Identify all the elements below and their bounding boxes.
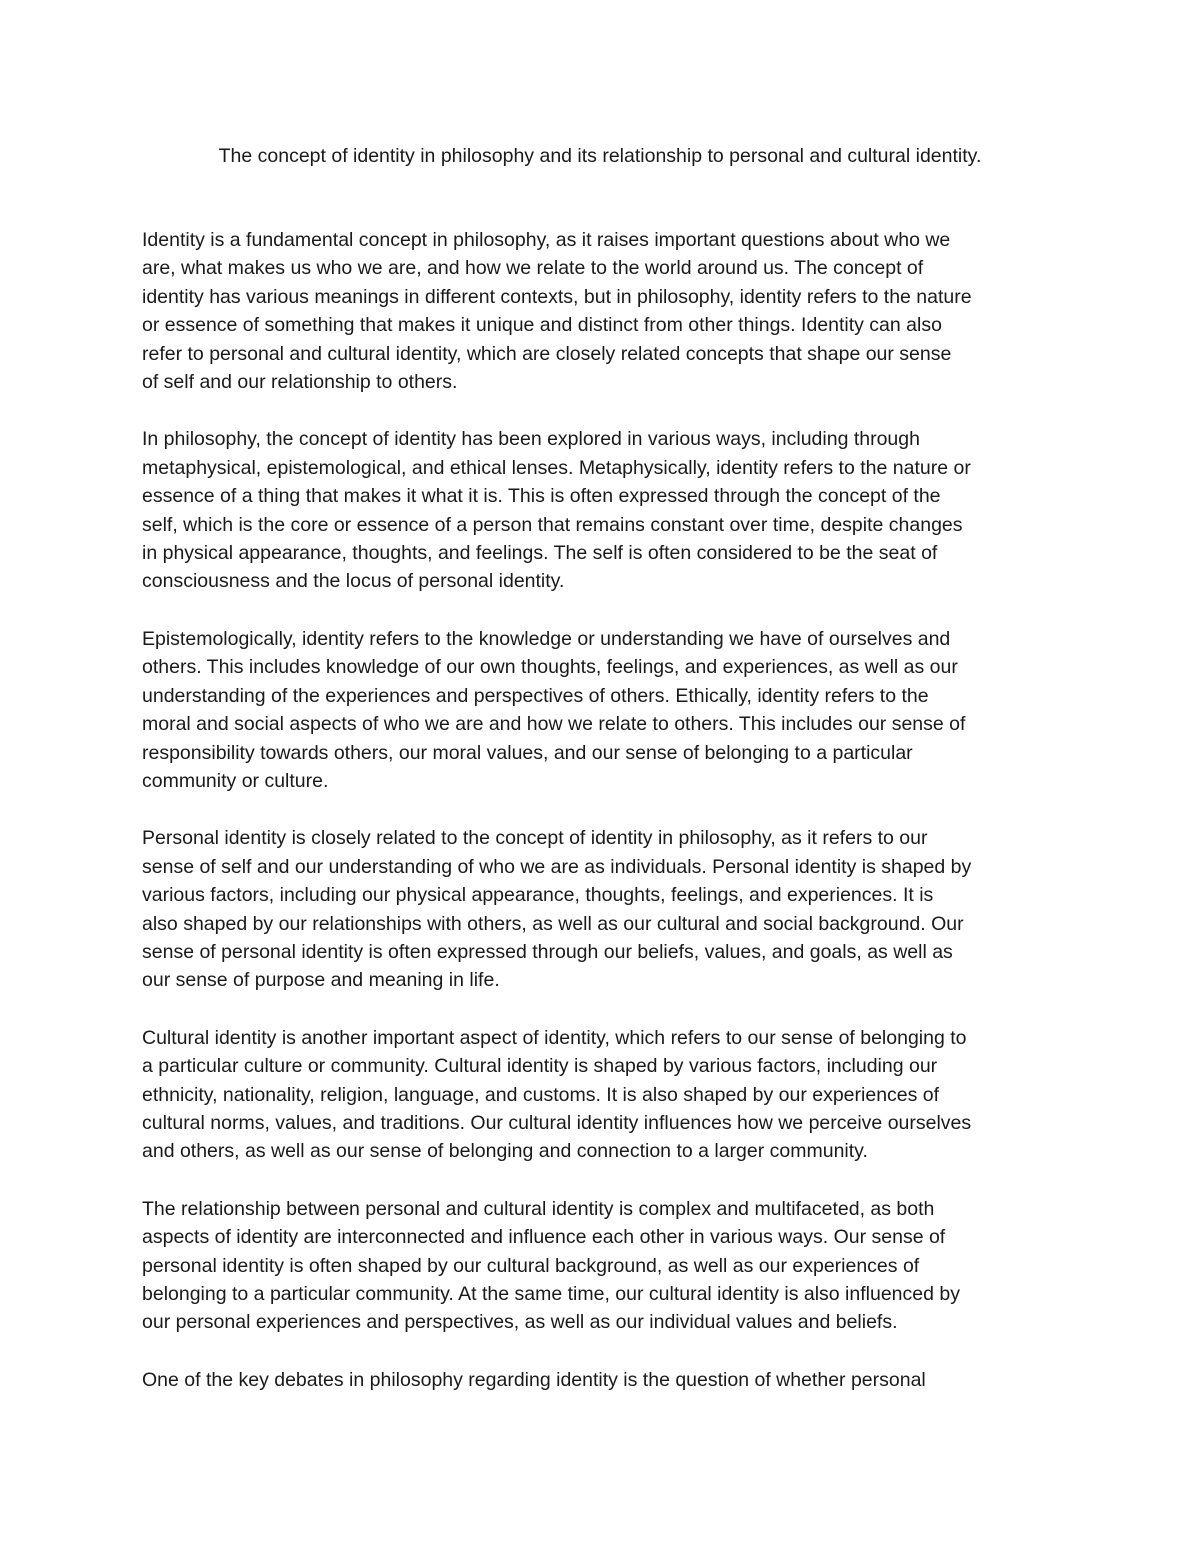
body-paragraph xyxy=(142,1195,1072,1337)
paragraph-line: Cultural identity is another important aspect of identity, which refers to our sense of belonging to xyxy=(142,1026,967,1049)
paragraph-line: In philosophy, the concept of identity has been explored in various ways, including through xyxy=(142,428,920,451)
body-paragraph xyxy=(142,226,1072,396)
paragraph-line: Identity is a fundamental concept in philosophy, as it raises important questions about who we xyxy=(142,229,951,251)
paragraph-line: consciousness and the locus of personal identity. xyxy=(142,570,565,593)
paragraph-line: also shaped by our relationships with others, as well as our cultural and social background. Our xyxy=(142,912,964,935)
paragraph-line: our sense of purpose and meaning in life. xyxy=(142,969,500,992)
paragraph-line: The relationship between personal and cultural identity is complex and multifaceted, as both xyxy=(142,1197,935,1220)
paragraph-line: community or culture. xyxy=(142,769,329,792)
paragraph-line: Epistemologically, identity refers to the knowledge or understanding we have of ourselves and xyxy=(142,627,951,650)
paragraph-line: and others, as well as our sense of belonging and connection to a larger community. xyxy=(142,1140,868,1163)
paragraph-line: metaphysical, epistemological, and ethical lenses. Metaphysically, identity refers to the nature or xyxy=(142,456,971,479)
paragraph-line: our personal experiences and perspectives, as well as our individual values and beliefs. xyxy=(142,1311,898,1334)
paragraph-line: cultural norms, values, and traditions. Our cultural identity influences how we perceive ourselves xyxy=(142,1111,972,1134)
paragraph-line: or essence of something that makes it unique and distinct from other things. Identity can also xyxy=(142,314,942,337)
body-paragraph xyxy=(142,1024,1072,1166)
paragraph-line: various factors, including our physical appearance, thoughts, feelings, and experiences. It is xyxy=(142,884,934,907)
paragraph-line: a particular culture or community. Cultural identity is shaped by various factors, including our xyxy=(142,1055,938,1078)
body-paragraph xyxy=(142,625,1072,795)
paragraph-line: personal identity is often shaped by our cultural background, as well as our experiences of xyxy=(142,1254,920,1277)
body-paragraph xyxy=(142,1366,1072,1394)
document-body xyxy=(142,226,1072,1423)
paragraph-line: aspects of identity are interconnected and influence each other in various ways. Our sense of xyxy=(142,1226,946,1249)
document-title: The concept of identity in philosophy and its relationship to personal and cultural identity. xyxy=(218,145,982,167)
paragraph-line: ethnicity, nationality, religion, language, and customs. It is also shaped by our experiences of xyxy=(142,1083,940,1106)
paragraph-line: Personal identity is closely related to the concept of identity in philosophy, as it refers to our xyxy=(142,827,928,850)
paragraph-line: in physical appearance, thoughts, and feelings. The self is often considered to be the seat of xyxy=(142,542,938,565)
paragraph-line: identity has various meanings in different contexts, but in philosophy, identity refers to the nature xyxy=(142,285,972,308)
paragraph-line: self, which is the core or essence of a person that remains constant over time, despite changes xyxy=(142,513,963,536)
paragraph-line: understanding of the experiences and perspectives of others. Ethically, identity refers to the xyxy=(142,684,929,707)
paragraph-line: refer to personal and cultural identity, which are closely related concepts that shape our sense xyxy=(142,342,952,365)
paragraph-line: of self and our relationship to others. xyxy=(142,371,458,394)
paragraph-line: essence of a thing that makes it what it is. This is often expressed through the concept of the xyxy=(142,485,941,508)
paragraph-line: are, what makes us who we are, and how we relate to the world around us. The concept of xyxy=(142,257,924,280)
paragraph-line: One of the key debates in philosophy regarding identity is the question of whether personal xyxy=(142,1368,926,1391)
paragraph-line: responsibility towards others, our moral values, and our sense of belonging to a particular xyxy=(142,741,913,764)
paragraph-line: others. This includes knowledge of our own thoughts, feelings, and experiences, as well as our xyxy=(142,656,958,679)
paragraph-line: moral and social aspects of who we are and how we relate to others. This includes our sense of xyxy=(142,713,966,736)
body-paragraph xyxy=(142,425,1072,595)
paragraph-line: sense of self and our understanding of who we are as individuals. Personal identity is shaped by xyxy=(142,855,972,878)
body-paragraph xyxy=(142,824,1072,994)
paragraph-line: belonging to a particular community. At the same time, our cultural identity is also influenced by xyxy=(142,1283,960,1305)
paragraph-line: sense of personal identity is often expressed through our beliefs, values, and goals, as well as xyxy=(142,940,953,963)
